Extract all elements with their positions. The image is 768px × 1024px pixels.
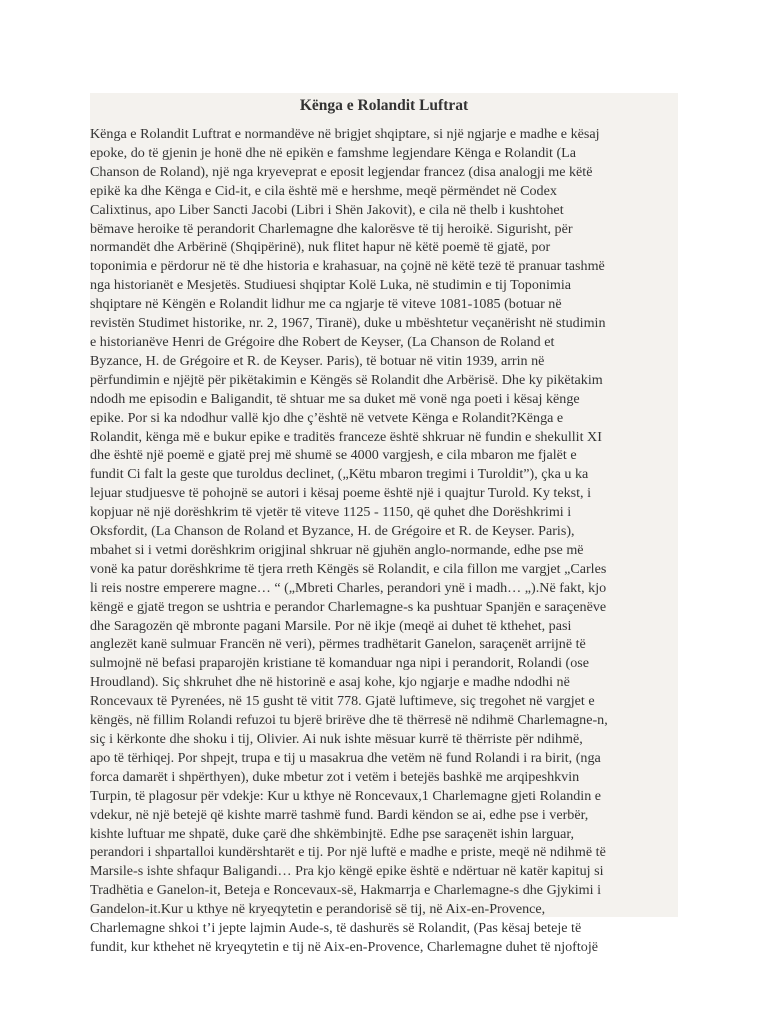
body-line: kopjuar në një dorëshkrim të vjetër të viteve 1125 - 1150, që quhet dhe Dorëshkrimi i (90, 504, 572, 521)
body-line: Tradhëtia e Ganelon-it, Beteja e Roncevaux-së, Hakmarrja e Charlemagne-s dhe Gjykimi i (90, 882, 601, 899)
body-line: Hroudland). Siç shkruhet dhe në historinë e asaj kohe, kjo ngjarje e madhe ndodhi në (90, 674, 570, 691)
body-line: ndodh me episodin e Baligandit, të shtuar me sa duket më vonë nga poeti i kësaj kënge (90, 390, 580, 407)
body-line: bëmave heroike të perandorit Charlemagne dhe kalorësve të tij heroikë. Sigurisht, për (90, 220, 573, 237)
body-line: sulmojnë në befasi praparojën kristiane të komanduar nga nipi i perandorit, Rolandi (ose (90, 655, 590, 672)
body-line: Calixtinus, apo Liber Sancti Jacobi (Libri i Shën Jakovit), e cila në thelb i kushtohet (90, 201, 564, 218)
body-line: apo të tërhiqej. Por shpejt, trupa e tij u masakrua dhe vetëm në fund Rolandi i ra birit, (nga (90, 749, 601, 766)
body-line: mbahet si i vetmi dorëshkrim origjinal shkruar në gjuhën anglo-normande, edhe pse më (90, 541, 584, 558)
body-line: Oksfordit, (La Chanson de Roland et Byzance, H. de Grégoire et R. de Keyser. Paris), (90, 523, 575, 540)
document-title: Kënga e Rolandit Luftrat (299, 97, 469, 114)
body-line: Marsile-s ishte shfaqur Baligandi… Pra kjo këngë epike është e ndërtuar në katër kapituj si (90, 863, 604, 880)
body-line: e historianëve Henri de Grégoire dhe Robert de Keyser, (La Chanson de Roland et (90, 333, 555, 350)
body-line: fundit, kur kthehet në kryeqytetin e tij në Aix-en-Provence, Charlemagne duhet të njoftojë (90, 938, 599, 955)
body-line: Chanson de Roland), një nga kryeveprat e eposit legjendar francez (disa analogji me këtë (90, 163, 593, 180)
document-page (90, 93, 678, 955)
body-line: Gandelon-it.Kur u kthye në kryeqytetin e perandorisë së tij, në Aix-en-Provence, (90, 901, 546, 918)
body-line: siç i kërkonte dhe shoku i tij, Olivier. Ai nuk ishte mësuar kurrë të thërriste për ndihmë, (90, 731, 583, 747)
body-line: fundit Ci falt la geste que turoldus declinet, („Këtu mbaron tregimi i Turoldit”), çka u ka (90, 466, 589, 483)
body-line: dhe Saragozën që mbronte pagani Marsile. Por në ikje (meqë ai duhet të kthehet, pasi (90, 617, 572, 634)
body-line: këngë e gjatë tregon se ushtria e perandor Charlemagne-s ka pushtuar Spanjën e saraçenëve (90, 598, 607, 615)
body-line: normandët dhe Arbërinë (Shqipërinë), nuk flitet hapur në këtë poemë të gjatë, por (90, 239, 551, 256)
body-line: kishte luftuar me shpatë, duke çarë dhe shkëmbinjtë. Edhe pse saraçenët ishin larguar, (90, 825, 575, 842)
body-line: Roncevaux të Pyrenées, në 15 gusht të vitit 778. Gjatë luftimeve, siç tregohet në vargjet e (90, 693, 595, 710)
body-line: lejuar studjuesve të pohojnë se autori i kësaj poeme është një i quajtur Turold. Ky tekst, i (90, 485, 592, 502)
body-line: Charlemagne shkoi t’i jepte lajmin Aude-s, të dashurës së Rolandit, (Pas kësaj beteje të (90, 920, 582, 937)
body-line: vonë ka patur dorëshkrime të tjera rreth Këngës së Rolandit, e cila fillon me vargjet „Carles (90, 560, 607, 577)
body-line: vdekur, në një betejë që kishte marrë tashmë fund. Bardi këndon se ai, edhe pse i verbër, (90, 806, 589, 823)
body-line: Turpin, të plagosur për vdekje: Kur u kthye në Roncevaux,1 Charlemagne gjeti Rolandin e (90, 787, 602, 804)
body-line: forca damarët i shpërthyen), duke mbetur zot i vetëm i betejës bashkë me arqipeshkvin (90, 768, 580, 785)
body-line: nga historianët e Mesjetës. Studiuesi shqiptar Kolë Luka, në studimin e tij Toponimia (90, 277, 571, 294)
body-line: shqiptare në Këngën e Rolandit lidhur me ca ngjarje të viteve 1081-1085 (botuar në (90, 296, 562, 313)
body-line: li reis nostre emperere magne… “ („Mbreti Charles, perandori ynë i madh… „).Në fakt, kjo (90, 579, 607, 596)
body-line: epike. Por si ka ndodhur vallë kjo dhe ç’është në vetvete Kënga e Rolandit?Kënga e (90, 409, 564, 426)
body-line: perandori i shpartalloi kundërshtarët e tij. Por një luftë e madhe e priste, meqë në ndihmë të (90, 844, 606, 861)
body-line: dhe është një poemë e gjatë prej më shumë se 4000 vargjesh, e cila mbaron me fjalët e (90, 447, 577, 464)
document-body (90, 125, 678, 957)
body-line: përfundimin e njëjtë për pikëtakimin e Këngës së Rolandit dhe Arbërisë. Dhe ky pikëtakim (90, 371, 603, 388)
body-line: Rolandit, kënga më e bukur epike e traditës franceze është shkruar në fundin e shekullit XI (90, 428, 602, 445)
body-line: anglezët kanë sulmuar Francën në veri), përmes tradhëtarit Ganelon, saraçenët arrijnë të (90, 636, 586, 653)
body-line: toponimia e përdorur në të dhe historia e krahasuar, na çojnë në këtë tezë të pranuar tashmë (90, 258, 605, 275)
body-line: revistën Studimet historike, nr. 2, 1967, Tiranë), duke u mbështetur veçanërisht në studimin (90, 315, 606, 332)
body-line: epoke, do të gjenin je honë dhe në epikën e famshme legjendare Kënga e Rolandit (La (90, 144, 577, 161)
body-line: epikë ka dhe Kënga e Cid-it, e cila është më e hershme, meqë përmëndet në Codex (90, 182, 557, 199)
body-line: këngës, në fillim Rolandi refuzoi tu bjerë brirëve dhe të thërresë në ndihmë Charlemagne-n, (90, 712, 608, 729)
body-line: Byzance, H. de Grégoire et R. de Keyser. Paris), të botuar në vitin 1939, arrin në (90, 352, 545, 369)
body-line: Kënga e Rolandit Luftrat e normandëve në brigjet shqiptare, si një ngjarje e madhe e kësaj (90, 126, 600, 142)
